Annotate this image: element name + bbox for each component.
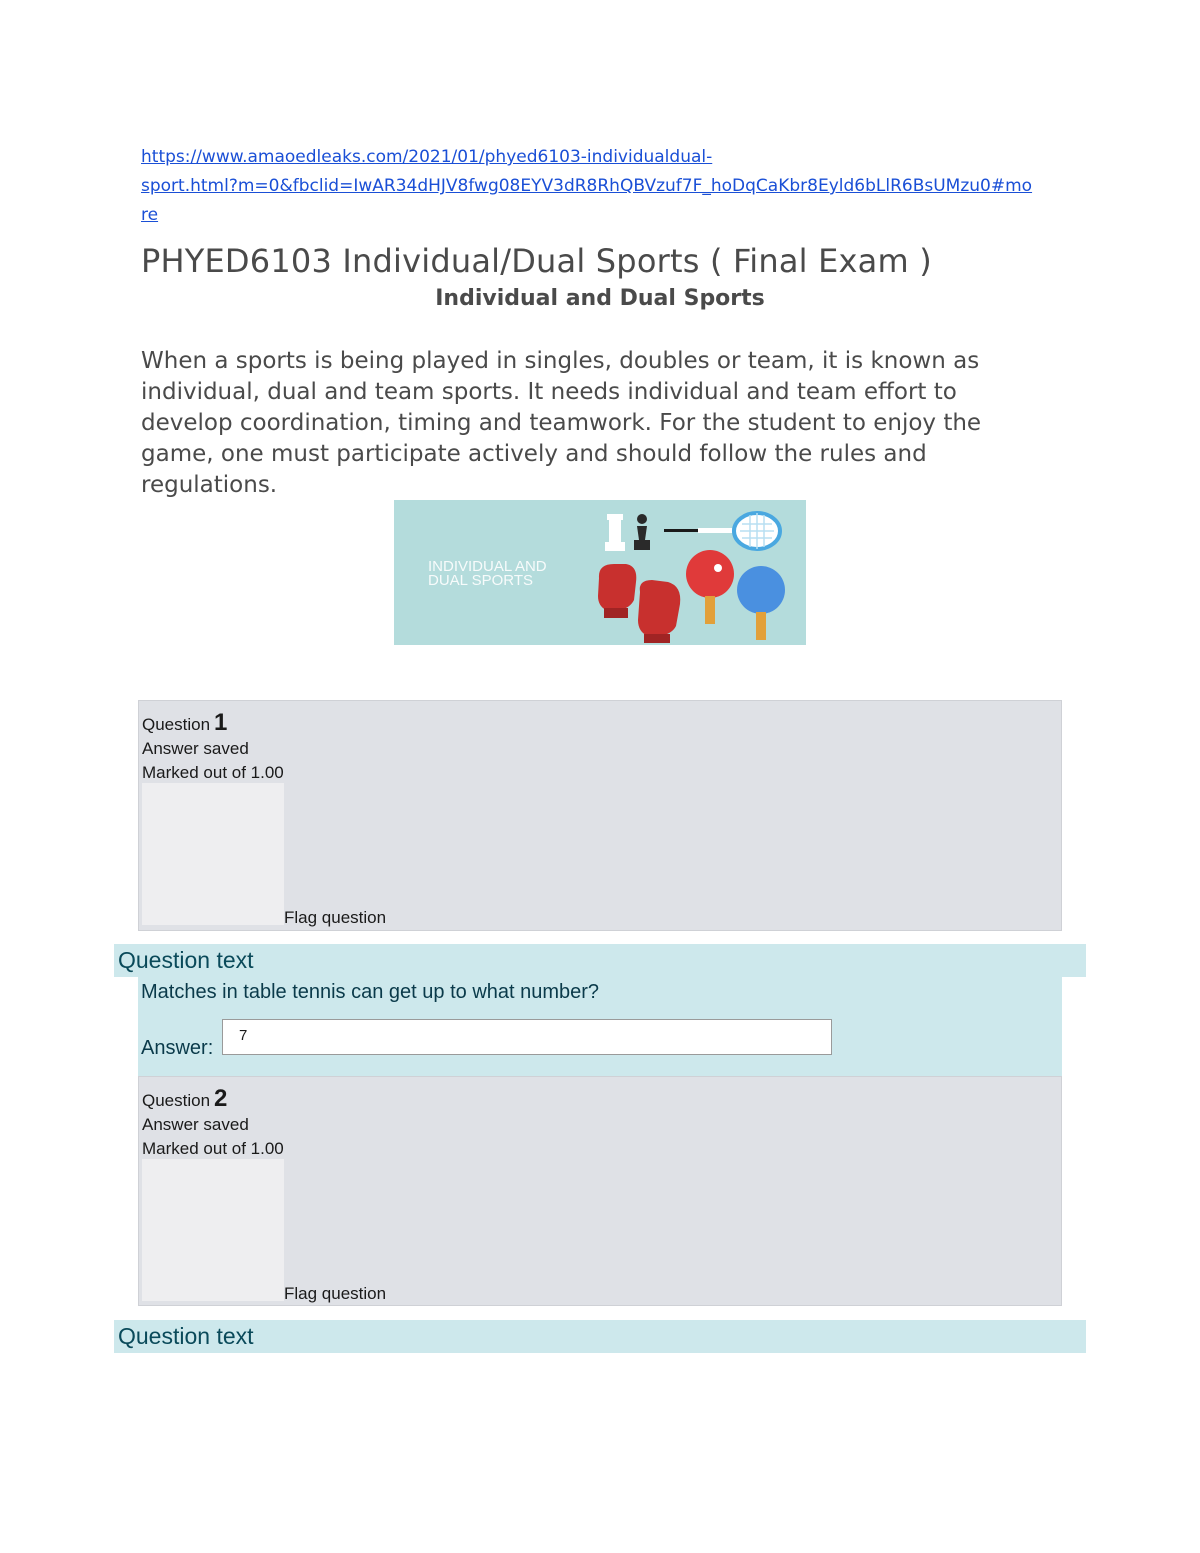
badminton-racket-icon	[664, 513, 780, 549]
question-1-flag-icon[interactable]	[142, 783, 284, 925]
sports-banner-image	[394, 500, 806, 645]
question-1-label	[142, 709, 227, 737]
page-subtitle: Individual and Dual Sports	[435, 286, 765, 311]
question-2-flag-button[interactable]: Flag question	[284, 1284, 387, 1303]
question-2-number: 2	[214, 1085, 228, 1112]
boxing-glove-icon	[598, 564, 680, 643]
question-1-body	[138, 977, 1062, 1077]
question-1-flag-button[interactable]: Flag question	[284, 908, 387, 927]
question-2-label	[142, 1085, 227, 1113]
source-link-line-3[interactable]: re	[141, 205, 159, 225]
question-1-number: 1	[214, 709, 228, 736]
question-1-answer-input[interactable]: 7	[222, 1019, 832, 1055]
question-1-state: Answer saved	[142, 739, 249, 758]
question-1-answer-label: Answer:	[141, 1037, 214, 1059]
banner-illustration	[394, 500, 806, 645]
question-2-state: Answer saved	[142, 1115, 249, 1134]
banner-text-line-1: INDIVIDUAL AND	[428, 558, 547, 575]
table-tennis-paddle-icon	[686, 550, 785, 640]
question-2-flag-icon[interactable]	[142, 1159, 284, 1301]
source-link[interactable]	[141, 143, 1066, 230]
question-1-info	[138, 700, 1062, 931]
question-2-label-text: Question	[142, 1091, 211, 1110]
source-link-line-2[interactable]: sport.html?m=0&fbclid=IwAR34dHJV8fwg08EYV3dR8RhQBVzuf7F_hoDqCaKbr8Eyld6bLlR6BsUMzu0#mo	[141, 176, 1033, 196]
question-1-text-heading: Question text	[114, 944, 1086, 977]
page-title: PHYED6103 Individual/Dual Sports ( Final Exam )	[141, 242, 932, 280]
question-2-marks: Marked out of 1.00	[142, 1139, 284, 1158]
chess-rook-icon	[605, 514, 625, 551]
question-2-info	[138, 1076, 1062, 1306]
intro-paragraph: When a sports is being played in singles, doubles or team, it is known as individual, dual and team sports. It needs individual and team effort to develop coordination, timing and teamwork. For the student to enjoy the game, one must participate actively and should follow the rules and regulations.	[141, 348, 982, 498]
question-2-text-heading: Question text	[114, 1320, 1086, 1353]
chess-pawn-icon	[634, 514, 650, 550]
banner-text-line-2: DUAL SPORTS	[428, 572, 534, 589]
question-1-prompt: Matches in table tennis can get up to what number?	[141, 981, 600, 1003]
question-1-label-text: Question	[142, 715, 211, 734]
question-1-marks: Marked out of 1.00	[142, 763, 284, 782]
source-link-line-1[interactable]: https://www.amaoedleaks.com/2021/01/phyed6103-individualdual-	[141, 147, 713, 167]
